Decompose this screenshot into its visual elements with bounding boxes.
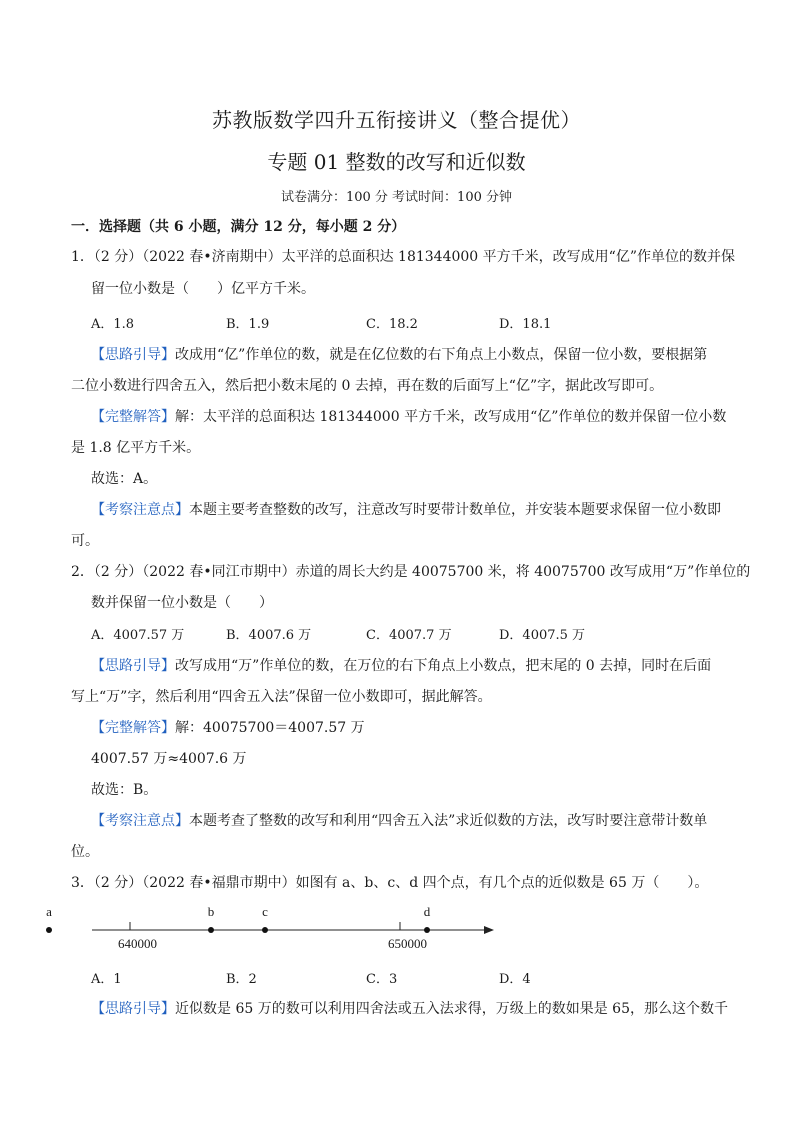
q1-option-b: B．1.9 — [226, 317, 270, 332]
q2-option-c: C．4007.7 万 — [366, 628, 452, 643]
q2-stem-line1: 2．（2 分）（2022 春•同江市期中）赤道的周长大约是 40075700 米，将 40075700 改写成用“万”作单位的 — [71, 564, 751, 580]
q2-answer-tag: 【完整解答】 — [91, 720, 175, 736]
q1-hint-line2: 二位小数进行四舍五入，然后把小数末尾的 0 去掉，再在数的后面写上“亿”字，据此改写即可。 — [71, 378, 664, 394]
q1-choice: 故选：A。 — [91, 471, 158, 487]
q2-note-line2: 位。 — [71, 844, 99, 860]
exam-meta: 试卷满分：100 分 考试时间：100 分钟 — [280, 190, 513, 205]
q2-answer-line1 — [91, 717, 365, 737]
q2-option-b: B．4007.6 万 — [226, 628, 312, 643]
q2-choice: 故选：B。 — [91, 782, 158, 798]
q1-hint-tag: 【思路引导】 — [91, 347, 175, 363]
q3-option-c: C．3 — [366, 972, 398, 987]
q2-hint-text1: 改写成用“万”作单位的数，在万位的右下角点上小数点，把末尾的 0 去掉，同时在后面 — [175, 658, 712, 674]
q2-note-tag: 【考察注意点】 — [91, 813, 189, 829]
q1-answer-line2: 是 1.8 亿平方千米。 — [71, 440, 201, 456]
q2-note-line1 — [91, 810, 707, 830]
q2-note-text1: 本题考查了整数的改写和利用“四舍五入法”求近似数的方法，改写时要注意带计数单 — [189, 813, 708, 829]
q2-hint-tag: 【思路引导】 — [91, 658, 175, 674]
q2-option-d: D．4007.5 万 — [499, 628, 586, 643]
q3-stem: 3．（2 分）（2022 春•福鼎市期中）如图有 a、b、c、d 四个点，有几个点的近似数是 65 万（ ）。 — [71, 875, 709, 891]
q1-answer-tag: 【完整解答】 — [91, 409, 175, 425]
number-line-point-label-a: a — [46, 904, 52, 919]
q1-option-d: D．18.1 — [499, 317, 552, 332]
q1-note-line1 — [91, 499, 721, 519]
q2-hint-line2: 写上“万”字，然后利用“四舍五入法”保留一位小数即可，据此解答。 — [71, 689, 492, 705]
number-line-point-a — [46, 927, 52, 933]
number-line-point-label-c: c — [262, 904, 268, 919]
q1-option-c: C．18.2 — [366, 317, 418, 332]
q1-option-a: A．1.8 — [91, 317, 135, 332]
document-subtitle: 专题 01 整数的改写和近似数 — [267, 150, 526, 174]
document-title: 苏教版数学四升五衔接讲义（整合提优） — [212, 108, 581, 132]
number-line-point-label-d: d — [423, 904, 431, 919]
q3-option-b: B．2 — [226, 972, 257, 987]
section-heading: 一．选择题（共 6 小题，满分 12 分，每小题 2 分） — [71, 219, 406, 235]
number-line-arrow — [484, 926, 494, 934]
q2-hint-line1 — [91, 655, 711, 675]
q2-answer-text1: 解：40075700＝4007.57 万 — [175, 720, 365, 736]
q1-note-text1: 本题主要考查整数的改写，注意改写时要带计数单位，并安装本题要求保留一位小数即 — [189, 502, 721, 518]
number-line-point-label-b: b — [207, 904, 215, 919]
number-line-point-d — [424, 927, 430, 933]
number-line-point-c — [262, 927, 268, 933]
q2-option-a: A．4007.57 万 — [91, 628, 185, 643]
q2-answer-line2: 4007.57 万≈4007.6 万 — [91, 751, 247, 767]
q2-stem-line2: 数并保留一位小数是（ ） — [91, 595, 273, 611]
q1-answer-line1 — [91, 406, 726, 426]
q3-option-d: D．4 — [499, 972, 531, 987]
number-line-figure — [46, 902, 506, 951]
q1-stem-line1: 1．（2 分）（2022 春•济南期中）太平洋的总面积达 181344000 平方千米，改写成用“亿”作单位的数并保 — [71, 249, 735, 265]
q3-option-a: A．1 — [91, 972, 122, 987]
number-line-point-b — [208, 927, 214, 933]
q1-hint-line1 — [91, 344, 707, 364]
q3-hint-tag: 【思路引导】 — [91, 1001, 175, 1017]
q3-hint-line1 — [91, 998, 728, 1018]
number-line-tick-label-1: 650000 — [388, 936, 427, 951]
q1-note-tag: 【考察注意点】 — [91, 502, 189, 518]
q1-hint-text1: 改成用“亿”作单位的数，就是在亿位数的右下角点上小数点，保留一位小数，要根据第 — [175, 347, 708, 363]
q1-note-line2: 可。 — [71, 533, 99, 549]
q1-answer-text1: 解：太平洋的总面积达 181344000 平方千米，改写成用“亿”作单位的数并保留一位小数 — [175, 409, 727, 425]
q3-hint-text1: 近似数是 65 万的数可以利用四舍法或五入法求得，万级上的数如果是 65，那么这个数千 — [175, 1001, 728, 1017]
number-line-tick-label-0: 640000 — [118, 936, 157, 951]
q1-stem-line2: 留一位小数是（ ）亿平方千米。 — [91, 281, 315, 297]
